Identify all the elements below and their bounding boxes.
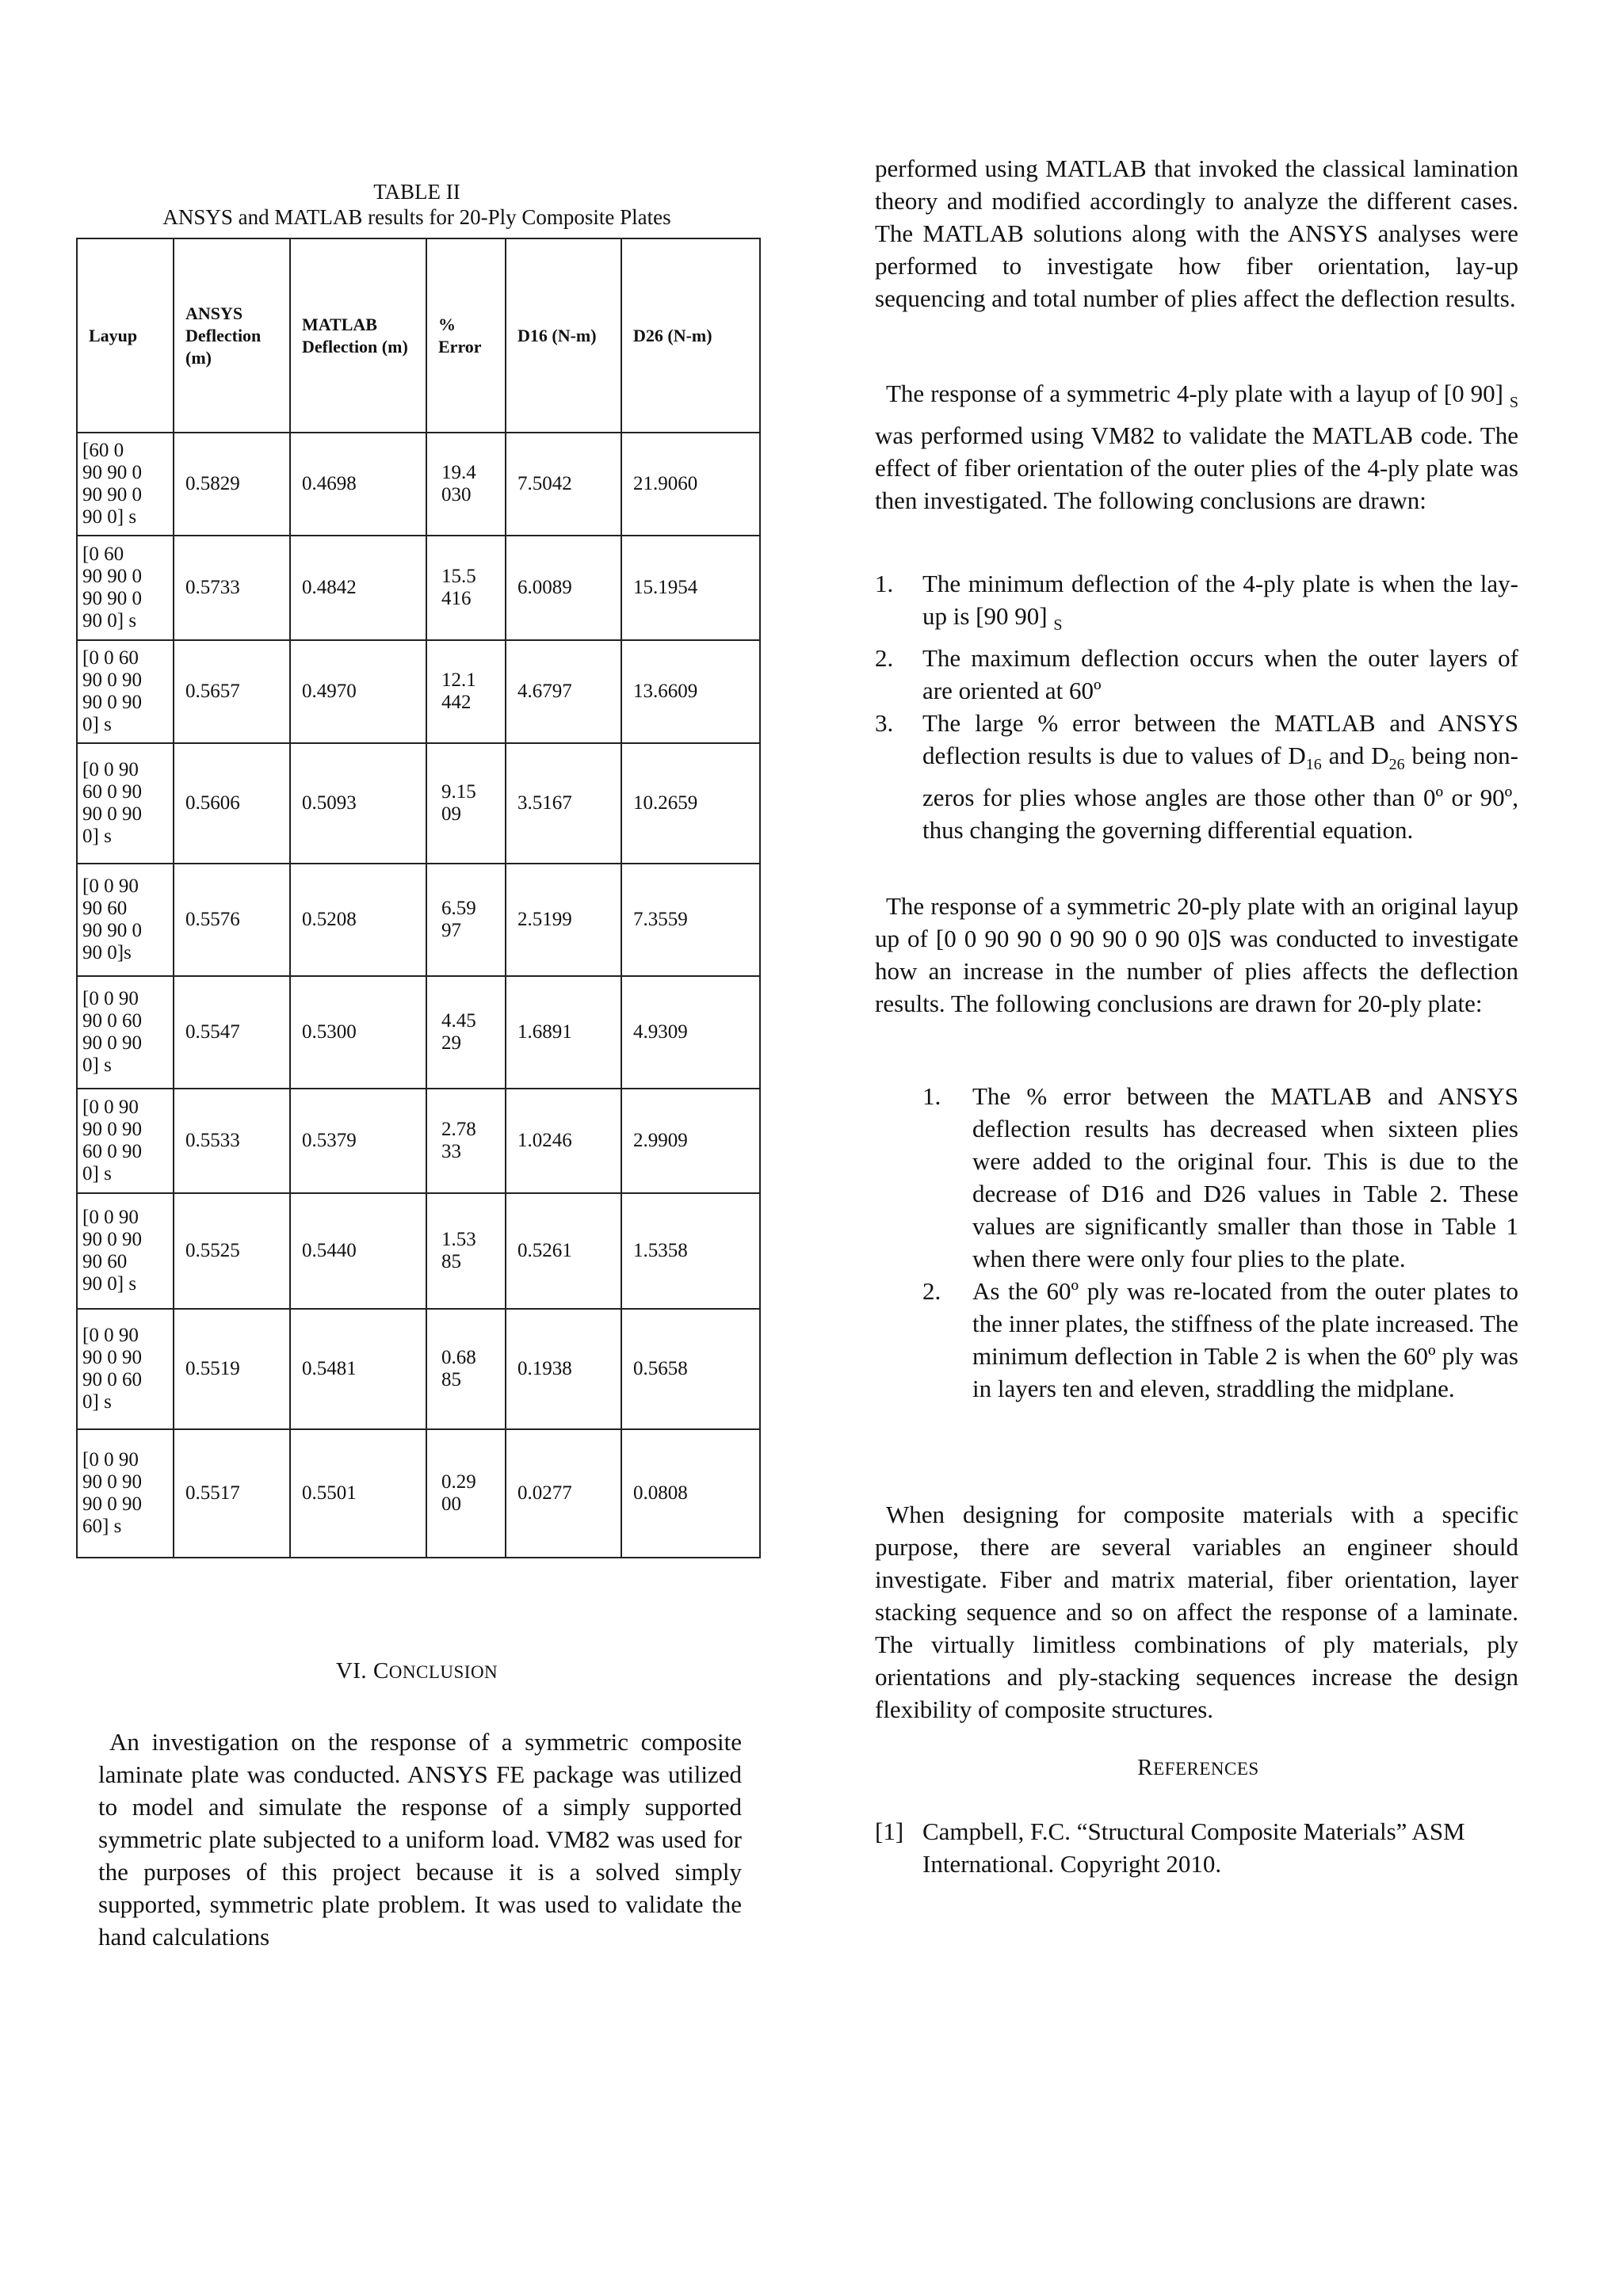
error-cell: 0.29 00 [426,1429,506,1558]
table-row [77,1429,760,1558]
conclusion-paragraph-2 [875,377,1518,517]
table-header-row [77,238,760,433]
layup-cell: [0 0 90 90 0 60 90 0 90 0] s [77,976,174,1089]
d16-cell: 1.0246 [506,1089,621,1193]
list-text: The large % error between the MATLAB and ANSYS deflection results is due to values of D [922,709,1518,770]
d26-cell: 0.0808 [621,1429,760,1558]
ansys-deflection-cell: 0.5576 [174,864,290,976]
table-caption [76,179,758,230]
list-text: and D [1321,742,1389,770]
table-title: ANSYS and MATLAB results for 20-Ply Composite Plates [162,205,671,229]
d26-cell: 21.9060 [621,433,760,536]
list-subscript: 16 [1305,756,1322,774]
d26-cell: 0.5658 [621,1309,760,1429]
list-item [922,1080,1518,1275]
layup-cell: [0 0 90 90 0 90 60 0 90 0] s [77,1089,174,1193]
header-layup: Layup [77,238,174,433]
table-row [77,640,760,743]
list-text: The minimum deflection of the 4-ply plate is when the lay-up is [90 90] [922,570,1518,630]
ansys-deflection-cell: 0.5519 [174,1309,290,1429]
matlab-deflection-cell: 0.5501 [290,1429,426,1558]
table-row [77,976,760,1089]
header-d16: D16 (N-m) [506,238,621,433]
matlab-deflection-cell: 0.5208 [290,864,426,976]
conclusion-paragraph-1-continued: performed using MATLAB that invoked the classical lamination theory and modified accordingly to analyze the different cases. The MATLAB solutions along with the ANSYS analyses were performed to investigate how fiber orientation, lay-up sequencing and total number of plies affect the deflection results. [875,154,1518,312]
error-cell: 12.1 442 [426,640,506,743]
table-row [77,433,760,536]
table-row [77,1089,760,1193]
matlab-deflection-cell: 0.5481 [290,1309,426,1429]
list-text: The maximum deflection occurs when the outer layers of are oriented at 60º [922,644,1518,705]
d16-cell: 0.5261 [506,1193,621,1309]
d26-cell: 7.3559 [621,864,760,976]
conclusion-list-4ply [875,567,1518,846]
results-table [76,238,761,1558]
conclusion-paragraph-1: An investigation on the response of a symmetric composite laminate plate was conducted. ANSYS FE package was utilized to model and simulate the response of a simply supported symmetric plate subjected to a uniform load. VM82 was used for the purposes of this project because it is a solved simply supported, symmetric plate problem. It was used to validate the hand calculations [98,1728,742,1951]
error-cell: 2.78 33 [426,1089,506,1193]
reference-list [875,1815,1518,1880]
d16-cell: 1.6891 [506,976,621,1089]
error-cell: 15.5 416 [426,536,506,640]
section-number: VI. [335,1658,368,1684]
reference-text: Campbell, F.C. “Structural Composite Materials” ASM International. Copyright 2010. [922,1817,1465,1878]
header-d26: D26 (N-m) [621,238,760,433]
header-error: % Error [426,238,506,433]
d16-cell: 7.5042 [506,433,621,536]
matlab-deflection-cell: 0.5440 [290,1193,426,1309]
matlab-deflection-cell: 0.5379 [290,1089,426,1193]
error-cell: 6.59 97 [426,864,506,976]
matlab-deflection-cell: 0.5300 [290,976,426,1089]
reference-item [875,1815,1518,1880]
d16-cell: 2.5199 [506,864,621,976]
ansys-deflection-cell: 0.5733 [174,536,290,640]
layup-cell: [0 0 90 90 60 90 90 0 90 0]s [77,864,174,976]
d16-cell: 4.6797 [506,640,621,743]
para2-text-b: was performed using VM82 to validate the MATLAB code. The effect of fiber orientation of the outer plies of the 4-ply plate was then investigated. The following conclusions are drawn: [875,421,1518,515]
list-number: 1. [922,1082,941,1110]
list-number: 1. [875,570,894,597]
d26-cell: 13.6609 [621,640,760,743]
d26-cell: 4.9309 [621,976,760,1089]
conclusion-heading [76,1658,758,1684]
layup-cell: [0 0 90 90 0 90 90 0 60 0] s [77,1309,174,1429]
layup-cell: [0 0 90 90 0 90 90 60 90 0] s [77,1193,174,1309]
d16-cell: 6.0089 [506,536,621,640]
ansys-deflection-cell: 0.5525 [174,1193,290,1309]
error-cell: 19.4 030 [426,433,506,536]
error-cell: 9.15 09 [426,743,506,864]
para2-text-a: The response of a symmetric 4-ply plate with a layup of [0 90] [886,379,1503,407]
ansys-deflection-cell: 0.5657 [174,640,290,743]
d16-cell: 0.1938 [506,1309,621,1429]
layup-cell: [0 0 60 90 0 90 90 0 90 0] s [77,640,174,743]
list-text: being non-zeros for plies whose angles are those other than 0º or 90º, thus changing the governing differential equation. [922,742,1518,845]
matlab-deflection-cell: 0.4698 [290,433,426,536]
reference-number: [1] [875,1817,904,1845]
header-ansys: ANSYS Deflection (m) [174,238,290,433]
d26-cell: 1.5358 [621,1193,760,1309]
layup-cell: [0 0 90 60 0 90 90 0 90 0] s [77,743,174,864]
references-title-initial: R [1137,1755,1154,1780]
list-number: 2. [875,644,894,673]
conclusion-list-20ply [922,1080,1518,1405]
references-title-rest: EFERENCES [1153,1759,1259,1779]
ansys-deflection-cell: 0.5547 [174,976,290,1089]
list-item [875,707,1518,846]
ansys-deflection-cell: 0.5517 [174,1429,290,1558]
error-cell: 4.45 29 [426,976,506,1089]
list-subscript: 26 [1388,756,1405,774]
ansys-deflection-cell: 0.5829 [174,433,290,536]
error-cell: 1.53 85 [426,1193,506,1309]
list-number: 2. [922,1277,941,1305]
d26-cell: 15.1954 [621,536,760,640]
list-text: The % error between the MATLAB and ANSYS deflection results has decreased when sixteen plies were added to the original four. This is due to the decrease of D16 and D26 values in Table 2. These values are significantly smaller than those in Table 1 when there were only four plies to the plate. [972,1082,1518,1272]
header-matlab: MATLAB Deflection (m) [290,238,426,433]
error-cell: 0.68 85 [426,1309,506,1429]
table-row [77,743,760,864]
matlab-deflection-cell: 0.4970 [290,640,426,743]
references-heading [875,1755,1522,1781]
list-number: 3. [875,709,894,738]
matlab-deflection-cell: 0.4842 [290,536,426,640]
para2-subscript: S [1509,394,1518,412]
list-text: As the 60º ply was re-located from the outer plates to the inner plates, the stiffness of the plate increased. The minimum deflection in Table 2 is when the 60º ply was in layers ten and eleven, straddling the midplane. [972,1277,1518,1402]
conclusion-paragraph-4: When designing for composite materials with a specific purpose, there are several variables an engineer should investigate. Fiber and matrix material, fiber orientation, layer stacking sequence and so on affect the response of a laminate. The virtually limitless combinations of ply materials, ply orientations and ply-stacking sequences increase the design flexibility of composite structures. [875,1501,1518,1723]
d26-cell: 10.2659 [621,743,760,864]
layup-cell: [0 60 90 90 0 90 90 0 90 0] s [77,536,174,640]
d16-cell: 0.0277 [506,1429,621,1558]
section-title-rest: ONCLUSION [388,1662,498,1682]
table-row [77,864,760,976]
list-item [875,642,1518,707]
list-item [875,567,1518,642]
conclusion-paragraph-3: The response of a symmetric 20-ply plate with an original layup up of [0 0 90 90 0 90 90 0 90 0]S was conducted to investigate how an increase in the number of plies affects the deflection results. The following conclusions are drawn for 20-ply plate: [875,892,1518,1017]
section-title-initial: C [372,1658,389,1684]
table-row [77,536,760,640]
list-item [922,1275,1518,1405]
ansys-deflection-cell: 0.5606 [174,743,290,864]
layup-cell: [60 0 90 90 0 90 90 0 90 0] s [77,433,174,536]
table-row [77,1193,760,1309]
table-label: TABLE II [373,180,460,204]
ansys-deflection-cell: 0.5533 [174,1089,290,1193]
d26-cell: 2.9909 [621,1089,760,1193]
list-subscript: S [1053,616,1063,635]
layup-cell: [0 0 90 90 0 90 90 0 90 60] s [77,1429,174,1558]
table-row [77,1309,760,1429]
matlab-deflection-cell: 0.5093 [290,743,426,864]
d16-cell: 3.5167 [506,743,621,864]
